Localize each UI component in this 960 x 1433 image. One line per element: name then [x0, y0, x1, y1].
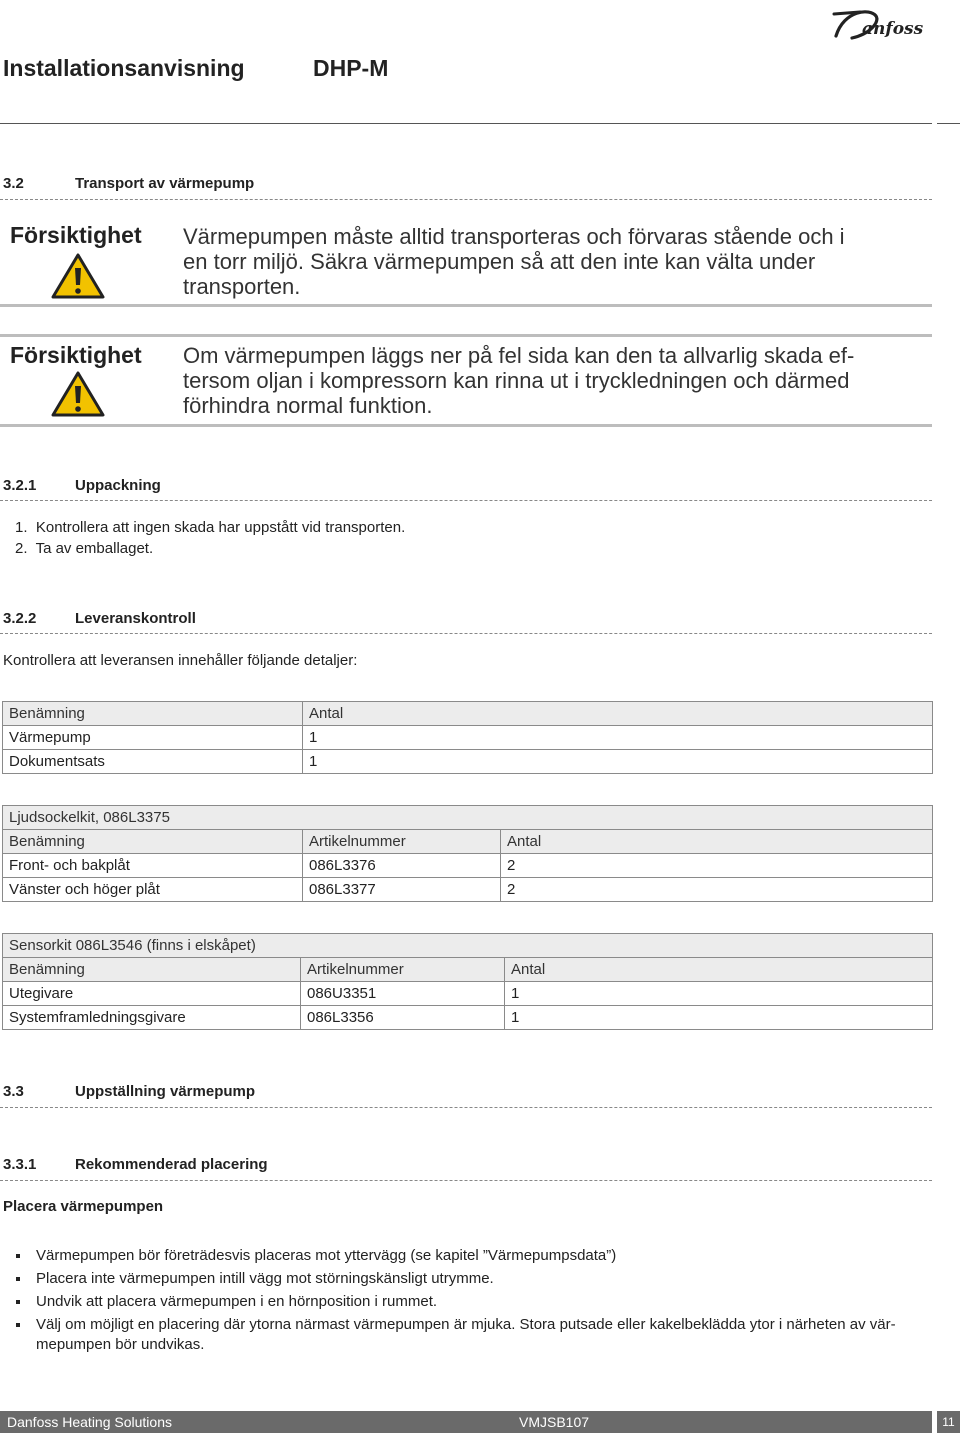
step-item: 2. Ta av emballaget.	[15, 540, 154, 557]
table-cell: 1	[505, 982, 933, 1006]
list-item: Undvik att placera värmepumpen i en hörnposition i rummet.	[15, 1292, 930, 1312]
table-cell: Utegivare	[3, 982, 301, 1006]
table-header-cell: Artikelnummer	[301, 958, 505, 982]
caution-divider	[0, 424, 932, 427]
caution-label: Försiktighet	[10, 342, 142, 368]
table-row	[3, 750, 933, 774]
section-number: 3.2.1	[3, 477, 37, 494]
caution-line: en torr miljö. Säkra värmepumpen så att den inte kan välta under	[183, 249, 816, 274]
document-title: Installationsanvisning	[3, 55, 245, 81]
section-divider	[0, 633, 932, 634]
table-title-row	[3, 806, 933, 830]
sensor-kit-table	[2, 933, 933, 1030]
table-cell: 1	[505, 1006, 933, 1030]
danfoss-logo	[830, 4, 934, 44]
table-header-cell: Benämning	[3, 830, 303, 854]
caution-text	[183, 224, 913, 299]
bullet-list	[15, 1246, 930, 1358]
caution-line: Värmepumpen måste alltid transporteras och förvaras stående och i	[183, 224, 845, 249]
section-number: 3.3.1	[3, 1156, 37, 1173]
warning-triangle-icon	[50, 370, 106, 418]
section-title: Uppackning	[75, 477, 161, 494]
section-number: 3.2.2	[3, 610, 37, 627]
table-cell: Dokumentsats	[3, 750, 303, 774]
table-cell: Front- och bakplåt	[3, 854, 303, 878]
table-header-row	[3, 958, 933, 982]
table-header-cell: Antal	[501, 830, 933, 854]
caution-divider	[0, 304, 932, 307]
table-title: Ljudsockelkit, 086L3375	[3, 806, 933, 830]
subheading: Placera värmepumpen	[3, 1198, 164, 1215]
caution-line: tersom oljan i kompressorn kan rinna ut i tryckledningen och därmed	[183, 368, 850, 393]
table-cell: 086L3376	[303, 854, 501, 878]
step-item: 1. Kontrollera att ingen skada har uppstått vid transporten.	[15, 519, 406, 536]
header-divider-right	[937, 123, 960, 124]
table-row	[3, 982, 933, 1006]
section-divider	[0, 199, 932, 200]
table-header-row	[3, 702, 933, 726]
page-number: 11	[942, 1415, 955, 1429]
table-header-cell: Benämning	[3, 958, 301, 982]
list-item: Välj om möjligt en placering där ytorna närmast värmepumpen är mjuka. Stora putsade eller kakelbeklädda ytor i närheten av vär-mepumpen bör undvikas.	[15, 1315, 930, 1355]
section-title: Transport av värmepump	[75, 175, 255, 192]
section-divider	[0, 1107, 932, 1108]
footer-company: Danfoss Heating Solutions	[7, 1414, 172, 1430]
footer-doc-code: VMJSB107	[519, 1414, 590, 1430]
table-cell: 1	[303, 750, 933, 774]
svg-text:anfoss: anfoss	[862, 19, 924, 39]
section-title: Uppställning värmepump	[75, 1083, 256, 1100]
table-cell: 086U3351	[301, 982, 505, 1006]
table-cell: 086L3377	[303, 878, 501, 902]
intro-text: Kontrollera att leveransen innehåller följande detaljer:	[3, 652, 358, 669]
table-cell: Vänster och höger plåt	[3, 878, 303, 902]
table-cell: 1	[303, 726, 933, 750]
caution-line: Om värmepumpen läggs ner på fel sida kan den ta allvarlig skada ef-	[183, 343, 855, 368]
section-title: Rekommenderad placering	[75, 1156, 268, 1173]
table-header-cell: Antal	[303, 702, 933, 726]
table-title-row	[3, 934, 933, 958]
table-header-cell: Antal	[505, 958, 933, 982]
table-row	[3, 878, 933, 902]
document-model: DHP-M	[313, 55, 389, 81]
table-cell: 086L3356	[301, 1006, 505, 1030]
section-divider	[0, 500, 932, 501]
warning-triangle-icon	[50, 252, 106, 300]
table-title: Sensorkit 086L3546 (finns i elskåpet)	[3, 934, 933, 958]
table-cell: 2	[501, 854, 933, 878]
section-title: Leveranskontroll	[75, 610, 196, 627]
table-row	[3, 854, 933, 878]
caution-text	[183, 343, 913, 418]
table-header-cell: Benämning	[3, 702, 303, 726]
table-header-row	[3, 830, 933, 854]
table-row	[3, 726, 933, 750]
table-cell: Systemframledningsgivare	[3, 1006, 301, 1030]
section-number: 3.2	[3, 175, 24, 192]
header-divider	[0, 123, 932, 124]
delivery-table	[2, 701, 933, 774]
caution-line: förhindra normal funktion.	[183, 393, 433, 418]
caution-label: Försiktighet	[10, 222, 142, 248]
section-divider	[0, 1180, 932, 1181]
list-item: Placera inte värmepumpen intill vägg mot störningskänsligt utrymme.	[15, 1269, 930, 1289]
caution-divider	[0, 334, 932, 337]
table-header-cell: Artikelnummer	[303, 830, 501, 854]
caution-line: transporten.	[183, 274, 301, 299]
section-number: 3.3	[3, 1083, 24, 1100]
table-row	[3, 1006, 933, 1030]
table-cell: 2	[501, 878, 933, 902]
list-item: Värmepumpen bör företrädesvis placeras mot yttervägg (se kapitel ”Värmepumpsdata”)	[15, 1246, 930, 1266]
sound-kit-table	[2, 805, 933, 902]
table-cell: Värmepump	[3, 726, 303, 750]
